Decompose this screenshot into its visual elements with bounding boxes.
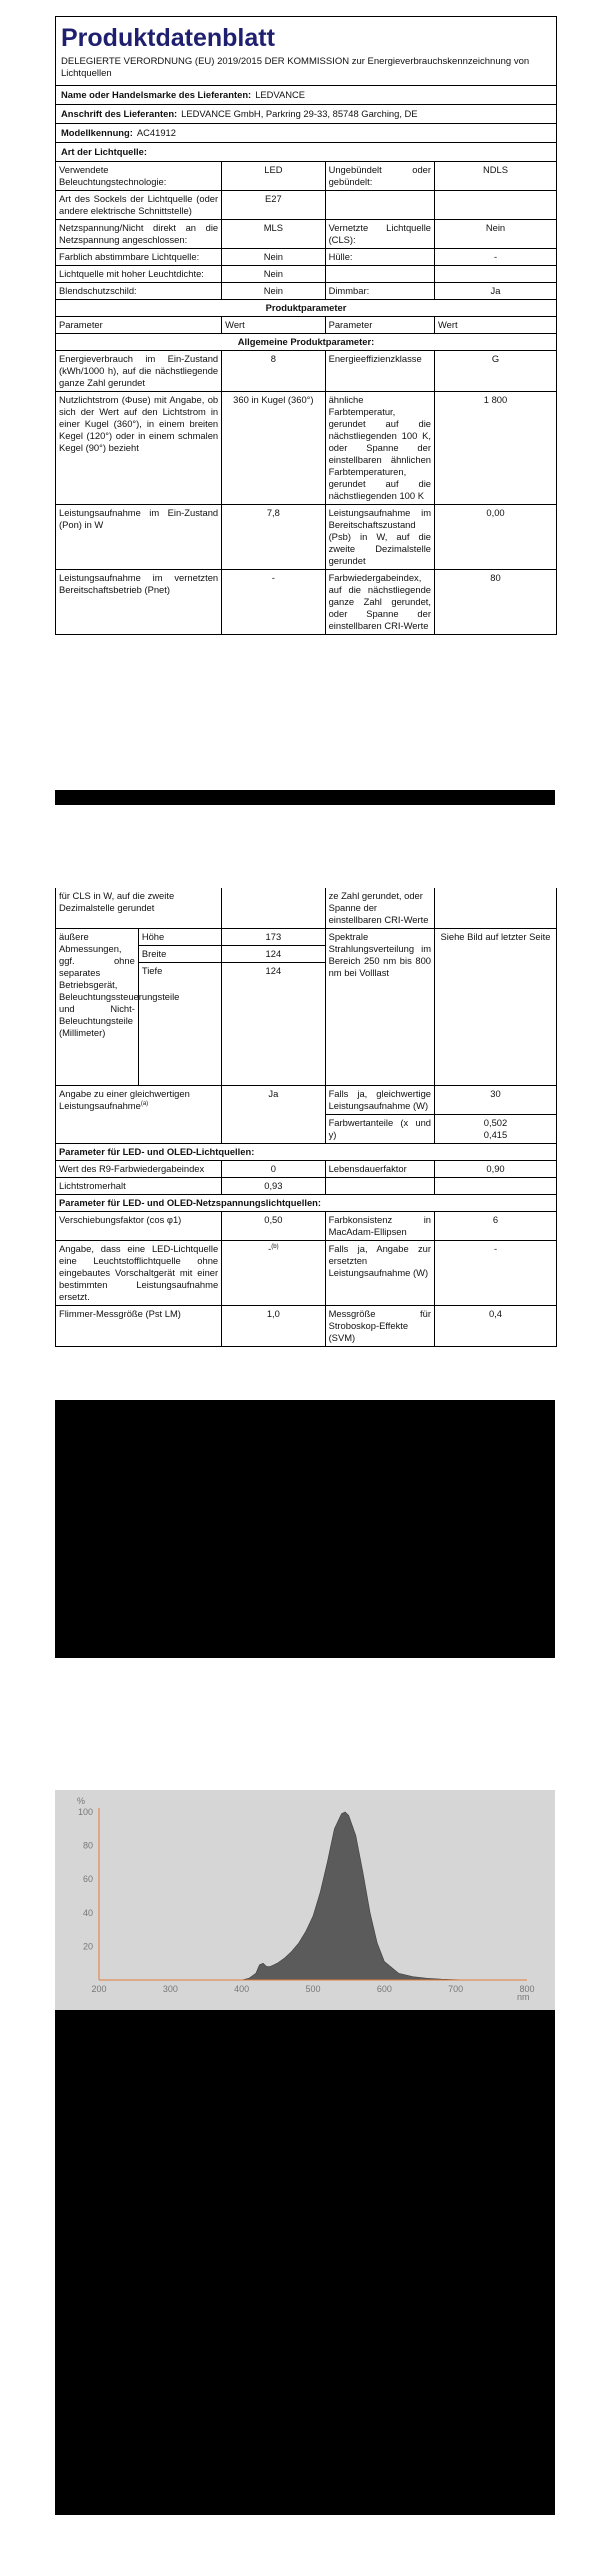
address-row: [56, 105, 556, 124]
cell-value: Nein: [222, 249, 325, 266]
section-title-mains: Parameter für LED- und OLED-Netzspannungslichtquellen:: [56, 1195, 556, 1212]
cell-label: Blendschutzschild:: [56, 283, 222, 300]
macadam-value: 6: [435, 1212, 557, 1241]
dimensions-label: äußere Abmessungen, ggf. ohne separates Betriebsgerät, Beleuchtungssteuerungsteile und Nicht-Beleuchtungsteile (Millimeter): [56, 929, 138, 1086]
table-row: [56, 266, 556, 283]
cell-label: Hülle:: [325, 249, 434, 266]
empty-cell: [325, 1178, 434, 1195]
table-row: [56, 1161, 556, 1178]
svm-label: Messgröße für Stroboskop-Effekte (SVM): [325, 1306, 434, 1347]
cell-value: Nein: [435, 220, 557, 249]
y-tick-label: 60: [82, 1874, 93, 1885]
spectrum-chart: [55, 1790, 555, 2010]
cell-label: Ungebündelt oder gebündelt:: [325, 162, 434, 191]
x-tick-label: 600: [376, 1984, 392, 1994]
maintenance-label: Lichtstromerhalt: [56, 1178, 222, 1195]
section-row: [56, 1144, 556, 1161]
header: [56, 17, 556, 86]
x-axis-label: nm: [517, 1992, 530, 2002]
cell-value: MLS: [222, 220, 325, 249]
cell-label: [325, 266, 434, 283]
blank-page-area: [55, 1400, 555, 1658]
table-row: [56, 888, 556, 929]
cell-value: Ja: [435, 283, 557, 300]
blank-page-area-bottom: [55, 2010, 555, 2515]
spectrum-area: [242, 1812, 470, 1980]
cell-value: 7,8: [222, 505, 325, 570]
x-tick-label: 800: [519, 1984, 535, 1994]
equivalent-power-flag: Ja: [222, 1086, 325, 1144]
cell-value: 0,00: [435, 505, 557, 570]
y-tick-label: 100: [77, 1807, 93, 1817]
replaced-power-value: -: [435, 1241, 557, 1306]
page-break-band: [55, 790, 555, 805]
cell-label: [325, 191, 434, 220]
cell-value: 80: [435, 570, 557, 635]
table-row: [56, 1241, 556, 1306]
cell-value: NDLS: [435, 162, 557, 191]
cell-label: Netzspannung/Nicht direkt an die Netzspannung angeschlossen:: [56, 220, 222, 249]
dim-name: Höhe: [138, 929, 221, 946]
column-header-value: Wert: [435, 317, 557, 334]
column-header-parameter: Parameter: [325, 317, 434, 334]
cell-label: Verwendete Beleuchtungstechnologie:: [56, 162, 222, 191]
x-tick-label: 500: [305, 1984, 321, 1994]
model-row: [56, 124, 556, 143]
cell-value: [435, 266, 557, 283]
y-tick-label: 40: [82, 1907, 93, 1918]
x-tick-label: 400: [234, 1984, 250, 1994]
table-row: [56, 162, 556, 191]
dim-name: Breite: [138, 946, 221, 963]
dim-value: 124: [222, 963, 325, 1086]
table-row: [56, 929, 556, 946]
params-table-continued: [56, 888, 556, 1347]
equivalent-power-value-label: Falls ja, gleichwertige Leistungsaufnahme (W): [325, 1086, 434, 1115]
model-value: AC41912: [136, 127, 176, 138]
section-title-general: Allgemeine Produktparameter:: [56, 334, 556, 351]
cell-value: [222, 888, 325, 929]
x-tick-label: 200: [91, 1984, 107, 1994]
power-factor-label: Verschiebungsfaktor (cos φ1): [56, 1212, 222, 1241]
table-row: [56, 249, 556, 266]
cell-value: LED: [222, 162, 325, 191]
table-row: [56, 1178, 556, 1195]
section-title-product-parameters: Produktparameter: [56, 300, 556, 317]
cell-label: Leistungsaufnahme im Bereitschaftszustand (Psb) in W, auf die zweite Dezimalstelle gerundet: [325, 505, 434, 570]
section-row: [56, 300, 556, 317]
chromaticity-label: Farbwertanteile (x und y): [325, 1115, 434, 1144]
life-value: 0,90: [435, 1161, 557, 1178]
supplier-value: LEDVANCE: [255, 89, 306, 100]
fluorescent-replacement-label: Angabe, dass eine LED-Lichtquelle eine Leuchtstofflichtquelle ohne eingebautes Vorschaltgerät mit einer bestimmten Leistungsaufnahme ersetzt.: [56, 1241, 222, 1306]
spectrum-svg: [55, 1790, 555, 2010]
cell-label: ähnliche Farbtemperatur, gerundet auf die nächstliegenden 100 K, oder Spanne der einstellbaren ähnlichen Farbtemperaturen, gerundet auf die nächstliegenden 100 K: [325, 392, 434, 505]
empty-cell: [435, 1178, 557, 1195]
spectral-value: Siehe Bild auf letzter Seite: [435, 929, 557, 1086]
cell-value: 8: [222, 351, 325, 392]
cell-value: G: [435, 351, 557, 392]
type-table: [56, 162, 556, 635]
cell-value: Nein: [222, 283, 325, 300]
table-row: [56, 283, 556, 300]
cell-label: Energieeffizienzklasse: [325, 351, 434, 392]
address-value: LEDVANCE GmbH, Parkring 29-33, 85748 Garching, DE: [181, 108, 418, 119]
supplier-label: Name oder Handelsmarke des Lieferanten:: [61, 89, 252, 100]
x-tick-label: 300: [162, 1984, 178, 1994]
cell-value: -: [435, 249, 557, 266]
y-axis-label: %: [77, 1796, 86, 1806]
table-row: [56, 351, 556, 392]
flicker-value: 1,0: [222, 1306, 325, 1347]
cell-label: Leistungsaufnahme im Ein-Zustand (Pon) in W: [56, 505, 222, 570]
flicker-label: Flimmer-Messgröße (Pst LM): [56, 1306, 222, 1347]
cell-label: Dimmbar:: [325, 283, 434, 300]
table-row: [56, 570, 556, 635]
y-tick-label: 80: [82, 1840, 93, 1851]
table-row: [56, 191, 556, 220]
dim-value: 124: [222, 946, 325, 963]
cell-label: Energieverbrauch im Ein-Zustand (kWh/1000 h), auf die nächstliegende ganze Zahl gerundet: [56, 351, 222, 392]
cell-label: Art des Sockels der Lichtquelle (oder andere elektrische Schnittstelle): [56, 191, 222, 220]
cell-label: Farblich abstimmbare Lichtquelle:: [56, 249, 222, 266]
replaced-power-label: Falls ja, Angabe zur ersetzten Leistungsaufnahme (W): [325, 1241, 434, 1306]
chromaticity-x: 0,502: [483, 1117, 508, 1128]
cell-value: [435, 191, 557, 220]
column-header-parameter: Parameter: [56, 317, 222, 334]
y-tick-label: 20: [82, 1941, 93, 1952]
datasheet-page-2: [55, 888, 557, 1347]
r9-label: Wert des R9-Farbwiedergabeindex: [56, 1161, 222, 1178]
cell-label: Farbwiedergabeindex, auf die nächstliegende ganze Zahl gerundet, oder Spanne der einstellbaren CRI-Werte: [325, 570, 434, 635]
cell-label: Vernetzte Lichtquelle (CLS):: [325, 220, 434, 249]
cell-label: Leistungsaufnahme im vernetzten Bereitschaftsbetrieb (Pnet): [56, 570, 222, 635]
macadam-label: Farbkonsistenz in MacAdam-Ellipsen: [325, 1212, 434, 1241]
cell-label: Lichtquelle mit hoher Leuchtdichte:: [56, 266, 222, 283]
cell-value: 360 in Kugel (360°): [222, 392, 325, 505]
cell-value: [435, 888, 557, 929]
cell-label: Nutzlichtstrom (Φuse) mit Angabe, ob sich der Wert auf den Lichtstrom in einer Kugel (360°), in einem breiten Kegel (120°) oder in einem schmalen Kegel (90°) bezieht: [56, 392, 222, 505]
table-row: [56, 1212, 556, 1241]
x-tick-label: 700: [448, 1984, 464, 1994]
section-title-led: Parameter für LED- und OLED-Lichtquellen:: [56, 1144, 556, 1161]
maintenance-value: 0,93: [222, 1178, 325, 1195]
table-row: [56, 392, 556, 505]
equivalent-power-label: Angabe zu einer gleichwertigen Leistungsaufnahme$^{(a)}$: [56, 1086, 222, 1144]
type-label: Art der Lichtquelle:: [61, 146, 147, 157]
page-title: Produktdatenblatt: [61, 24, 275, 52]
model-label: Modellkennung:: [61, 127, 133, 138]
svm-value: 0,4: [435, 1306, 557, 1347]
section-row: [56, 334, 556, 351]
table-row: [56, 1086, 556, 1115]
r9-value: 0: [222, 1161, 325, 1178]
cell-value: Nein: [222, 266, 325, 283]
table-row: [56, 1306, 556, 1347]
regulation-subtitle: DELEGIERTE VERORDNUNG (EU) 2019/2015 DER KOMMISSION zur Energieverbrauchskennzeichnung von Lichtquellen: [61, 56, 530, 79]
fluorescent-replacement-value: -$^{(b)}$: [222, 1241, 325, 1306]
chromaticity-y: 0,415: [483, 1129, 508, 1140]
column-header-row: [56, 317, 556, 334]
cell-label: für CLS in W, auf die zweite Dezimalstelle gerundet: [56, 888, 222, 929]
datasheet-page-1: [55, 16, 557, 635]
spectral-label: Spektrale Strahlungsverteilung im Bereich 250 nm bis 800 nm bei Volllast: [325, 929, 434, 1086]
life-label: Lebensdauerfaktor: [325, 1161, 434, 1178]
power-factor-value: 0,50: [222, 1212, 325, 1241]
column-header-value: Wert: [222, 317, 325, 334]
cell-value: 1 800: [435, 392, 557, 505]
equivalent-power-value: 30: [435, 1086, 557, 1115]
table-row: [56, 220, 556, 249]
section-row: [56, 1195, 556, 1212]
cell-value: E27: [222, 191, 325, 220]
dim-value: 173: [222, 929, 325, 946]
supplier-row: [56, 86, 556, 105]
table-row: [56, 505, 556, 570]
cell-value: -: [222, 570, 325, 635]
dim-name: Tiefe: [138, 963, 221, 1086]
cell-label: ze Zahl gerundet, oder Spanne der einstellbaren CRI-Werte: [325, 888, 434, 929]
address-label: Anschrift des Lieferanten:: [61, 108, 178, 119]
chromaticity-values: [435, 1115, 557, 1144]
type-heading: [56, 143, 556, 162]
